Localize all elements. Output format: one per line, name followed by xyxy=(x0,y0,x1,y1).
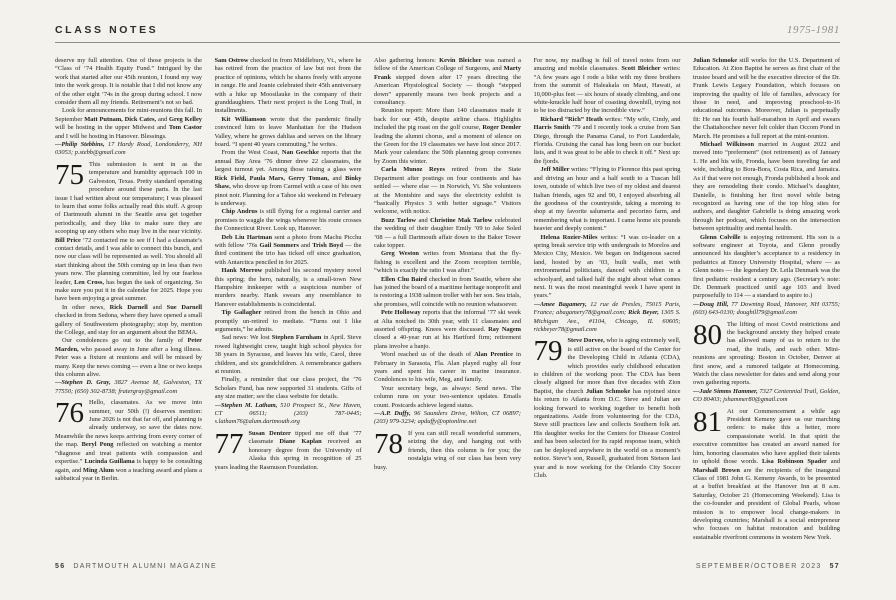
footer-left xyxy=(55,563,217,570)
page-header xyxy=(55,24,840,43)
paragraph: Pete Holloway reports that the informal ’77 ski week at Alta notched its 30th year, with 11 classmates and assorted offspring. Knees were discussed. Ray Nagem closed a 40-year run at his Hartford firm; retirement plans involve a banjo. xyxy=(374,309,521,350)
paragraph: Buzz Tarlow and Christine Mak Tarlow celebrated the wedding of their daughter Emily ’09 to Jake Soled ’08 — a full Dartmouth affair down to the Baker Tower cake topper. xyxy=(374,216,521,249)
page-footer xyxy=(55,563,840,570)
paragraph: Sam Ostrow checked in from Middlebury, Vt., where he has retired from the practice of law but not from the practice of opinions, which he shares freely with anyone in range. He and Joanie celebrated their 45th anniversary with a hike up Moosilauke in the company of their granddaughters. Their next project is the Long Trail, in installments. xyxy=(214,57,362,115)
class-year-numeral: 79 xyxy=(533,335,563,368)
paragraph: Greg Weston writes from Montana that the fly-fishing is excellent and the Zoom reception terrible, “which is exactly the ratio I was after.” xyxy=(374,250,521,275)
text-column xyxy=(693,57,840,541)
footer-right xyxy=(696,563,840,570)
class-year-numeral: 75 xyxy=(55,158,84,191)
paragraph: Sad news: We lost Stephen Farnham in April. Steve rowed lightweight crew, taught high school physics for 38 years in Syracuse, and leaves his wife, Carol, three children, and six grandchildren. A remembrance gathers at reunion. xyxy=(214,334,362,376)
paragraph: Carla Munoz Reyes retired from the State Department after postings on four continents and has settled — where else — in Norwich, Vt. She volunteers at the Montshire and says the electricity exhibit is “basically Physics 3 with better signage.” Visitors welcome, with notice. xyxy=(374,166,521,216)
magazine-name: DARTMOUTH ALUMNI MAGAZINE xyxy=(73,563,217,570)
class-secretary-line: —Doug Hill, 77 Downing Road, Hanover, NH 03755; (603) 643-0130; doughill79@gmail.com xyxy=(693,300,840,317)
paragraph: Look for announcements for mini-reunions this fall. In September Matt Putnam, Dick Cates, and Greg Kelley will be hosting in the upper Midwest and Tom Castor and I will be hosting in Hanover. Blessings. xyxy=(55,107,202,140)
class-year-numeral: 77 xyxy=(214,427,244,460)
page-number-left: 56 xyxy=(55,563,66,570)
paragraph: Finally, a reminder that our class project, the ’76 Scholars Fund, has now supported 31 students. Gifts of any size matter; see the class website for details. xyxy=(214,376,362,401)
class-secretary-line: —Stephen M. Latham, 510 Prospect St., New Haven, CT 06511; (203) 787-0445; s.latham76@alum.dartmouth.org xyxy=(214,401,362,426)
paragraph: Hank Morrow published his second mystery novel this spring; the hero, naturally, is a small-town New Hampshire innkeeper with a suspicious number of murders nearby. Hank swears any resemblance to Hanover establishments is coincidental. xyxy=(214,267,362,308)
paragraph: Richard “Rich” Heath writes: “My wife, Cindy, and Harris Smith ’79 and I recently took a cruise from San Diego, through the Panama Canal, to Fort Lauderdale, Florida. Cruising the canal has long been on our bucket lists, and it was great to be able to check it off.” Next up: the fjords. xyxy=(533,115,681,165)
paragraph: Julian Schmoke still works for the U.S. Department of Education. At Zion Baptist he serves as first chair of the trustee board and will be the executive director of the Dr. Frank Lewis Legacy Foundation, which focuses on improving the quality of life of families, advocacy for those in need, and improving preschool-to-16 educational outcomes. Moreover, Julian is perpetually fit: He ran his fourth half-marathon in April and swears the Chattahoochee never felt colder than Occom Pond in March. He promises a full report at the mini-reunion. xyxy=(693,57,840,140)
paragraph: Jeff Miller writes: “Flying to Florence this past spring and driving an hour and a half south to a Tuscan hill town, outside of which live two of my oldest and dearest Italian friends, ages 92 and 90, I enjoyed absorbing all the goodness of the countryside, taking a morning to shop at my favorite salumeria and pecorino farm, and remembering what is important. I came home six pounds heavier and deeply content.” xyxy=(533,166,681,233)
paragraph: Ellen Chu Baird checked in from Seattle, where she has joined the board of a maritime heritage nonprofit and is restoring a 1938 salmon troller with her son. Sea trials, she promises, will coincide with no reunion whatsoever. xyxy=(374,275,521,308)
text-column xyxy=(374,57,521,541)
page-number-right: 57 xyxy=(829,563,840,570)
paragraph: Also gathering honors: Kevin Bleicher was named a fellow of the American College of Surgeons, and Marty Frank stepped down after 17 years directing the American Physiological Society — though “stepped down” apparently means two book projects and a consultancy. xyxy=(374,57,521,107)
class-section-start: 80 The lifting of most Covid restrictions and the background anxiety they helped create has allowed many of us to return to the road, the trails, and each other. Mini-reunions are sprouting: Boston in October, Denver at first snow, and a rumored tailgate at Homecoming. Watch the class newsletter for dates and send along your own gathering reports. xyxy=(693,318,840,387)
paragraph: Chip Andrus is still flying for a regional carrier and promises to waggle the wings whenever his route crosses the Connecticut River. Look up, Hanover. xyxy=(214,208,362,233)
class-section-start: 77 Susan Dentzer tipped me off that ’77 classmate Diane Kaplan received an honorary degree from the University of Alaska this spring in recognition of 25 years leading the Rasmuson Foundation. xyxy=(214,427,362,471)
class-secretary-line: —Stephen D. Gray, 3827 Avenue M, Galveston, TX 77550; (650) 302-8738; fratergray@gmail.com xyxy=(55,379,202,395)
paragraph: Deb Liu Hartman sent a photo from Machu Picchu with fellow ’76s Gail Sommers and Trish Boyd — the third continent the trio has ticked off since graduation, with Antarctica penciled in for 2025. xyxy=(214,233,362,266)
class-section-start: 76 Hello, classmates. As we move into summer, our 50th (!) deserves mention: June 2026 is not that far off, and planning is already underway, so save the dates now. Meanwhile the news keeps arriving from every corner of the map. Beryl Pong reflected on watching a mentor “diagnose and treat patients with compassion and expertise.” Lucinda Guillama is happy to be consulting again, and Ming Alum won a teaching award and plans a sabbatical year in Berlin. xyxy=(55,397,202,482)
paragraph: From the West Coast, Nan Geschke reports that the annual Bay Area ’76 dinner drew 22 classmates, the largest turnout yet. Among those raising a glass were Rick Field, Paula Mars, Gerry Toman, and Binky Shaw, who drove up from Carmel with a case of his own pinot noir. Planning for a Tahoe ski weekend in February is underway. xyxy=(214,149,362,207)
text-column xyxy=(55,57,202,541)
paragraph: Your secretary begs, as always: Send news. The column runs on your two-sentence updates. Emails count. Postcards achieve legend status. xyxy=(374,384,521,409)
class-secretary-line: —Jade Simms Hammer, 7327 Centennial Trail, Golden, CO 80403; jshammer80@gmail.com xyxy=(693,387,840,404)
class-section-start: 78 If you can still recall wonderful summers, seizing the day, and hanging out with friends, then this column is for you; the nostalgia wing of our class has been very busy. xyxy=(374,427,521,471)
class-notes-columns xyxy=(55,57,840,541)
paragraph: For now, my mailbag is full of travel notes from our amazing and mobile classmates. Scott Bleicher writes: “A few years ago I rode a bike with my three brothers from the summit of Haleakala on Maui, Hawaii, at 10,000-plus feet — six hours of steady climbing, and one white-knuckle half hour of coasting downhill, trying not to be too distracted by the incredible view.” xyxy=(533,57,681,115)
paragraph: Michael Wilkinson married in August 2022 and moved into “preferment” (not retirement) as of January 1. He and his wife, Fronda, have been traveling far and wide, including to Bora-Bora, Costa Rica, and Jamaica. As if that were not enough, Fronda published a book and they are remodeling their condo. Michael’s daughter, Danielle, is finishing her first novel while being recognized as having one of the top blog sites for authors, and daughter Gabrielle is doing amazing work through her podcast, which focuses on the intersection between spirituality and mental health. xyxy=(693,141,840,233)
section-title: CLASS NOTES xyxy=(55,24,159,36)
text-column xyxy=(534,57,681,541)
class-secretary-line: —Amee Bagamery, 12 rue de Presles, 75015 Paris, France; abagamery78@gmail.com; Rick Beyer, 1305 S. Michigan Ave., #1104, Chicago, IL 60605; rickbeyer78@gmail.com xyxy=(533,300,681,333)
paragraph: Glenn Colville is enjoying retirement. His son is a software engineer at Toyota, and Glenn proudly announced his daughter’s acceptance to a residency in pediatrics at Emory University Hospital, where — as Glenn notes — the legendary Dr. Leila Denmark was the first pediatric resident a century ago. (Secretary’s note: Dr. Denmark practiced until age 103 and lived purposefully to 114 — a standard to aspire to.) xyxy=(693,233,840,300)
paragraph: Kit Williamson wrote that the pandemic finally convinced him to leave Manhattan for the Hudson Valley, where he grows dahlias and serves on the library board. “I spent 40 years commuting,” he writes. xyxy=(214,115,362,149)
text-column xyxy=(215,57,362,541)
paragraph: Word reached us of the death of Alan Prentice in February in Sarasota, Fla. Alan played rugby all four years and spent his career in marine insurance. Condolences to his wife, Meg, and family. xyxy=(374,351,521,384)
paragraph: deserve my full attention. One of those projects is the “Class of ’74 Health Equity Fund.” Intrigued by the work that started after our 45th reunion, I found my way into the work group. It is notable that I did not know any of the other eight ’74s in the group during school. I now consider them all my friends. Retirement’s not so bad. xyxy=(55,57,202,107)
class-year-numeral: 78 xyxy=(374,427,403,460)
paragraph: Tip Gallagher retired from the bench in Ohio and promptly un-retired to mediate. “Turns out I like arguments,” he admits. xyxy=(214,309,362,333)
class-years-range: 1975-1981 xyxy=(786,24,840,36)
class-year-numeral: 76 xyxy=(55,397,84,430)
class-year-numeral: 80 xyxy=(693,318,722,351)
class-secretary-line: —A.P. Duffy, 96 Saunders Drive, Wilton, CT 06897; (203) 979-3234; apduffy@optonline.net xyxy=(374,410,521,426)
paragraph: Our condolences go out to the family of Peter Marden, who passed away in June after a long illness. Peter was a fixture at reunions and will be missed by many. Keep the news coming — even a line or two keeps this column alive. xyxy=(55,337,202,379)
class-year-numeral: 81 xyxy=(693,405,722,438)
class-section-start: 79 Steve Dorvee, who is aging extremely well, is still active on the board of the Center for the Developing Child in Atlanta (CDA), which provides early childhood education to children of the working poor. The CDA has been closely aligned for more than five decades with Zion Baptist, the church Julian Schmoke has rejoined since his return to Atlanta from D.C. Steve and Julian are looking forward to working together to benefit both organizations. Aside from volunteering for the CDA, Steve still practices law and collects Southern folk art. His daughter works for the Centers for Disease Control and has been selected for its rapid response team, which can be deployed anywhere in the world on a moment’s notice. Steve’s son, Russell, graduated from Stetson last year and is now working for the Orlando City Soccer Club. xyxy=(533,335,681,479)
class-secretary-line: —Philip Stebbins, 17 Hardy Road, Londonderry, NH 03053; p.stebb@gmail.com xyxy=(55,141,202,157)
issue-date: SEPTEMBER/OCTOBER 2023 xyxy=(695,563,822,570)
paragraph: In other news, Rick Darnell and Sue Darnell checked in from Sedona, where they have opened a small gallery of Southwestern photography; stop by, mention the College, and stay for an argument about the BEMA. xyxy=(55,303,202,336)
paragraph: Reunion report: More than 140 classmates made it back for our 45th, despite airline chaos. Highlights included the pig roast on the golf course, Roger Demler leading the alumni chorus, and a moment of silence on the Green for the 19 classmates we have lost since 2017. Mark your calendars: the 50th planning group convenes by Zoom this winter. xyxy=(374,107,521,165)
class-section-start: 81 At our Commencement a while ago President Kemeny gave us our marching orders: to make this a better, more compassionate world. In that spirit the executive committee has created an award named for him, honoring classmates who have applied their talents to uphold those words. Lisa Robinson Spader and Marshall Brown are the recipients of the inaugural Class of 1981 John G. Kemeny Awards, to be presented at a buffet breakfast at the Hanover Inn at 8 a.m. Saturday, October 21 (Homecoming Weekend). Lisa is the co-founder and president of Global Pearls, whose mission is to empower local change-makers in developing countries; Marshall is a social entrepreneur who focuses on habitat restoration and building sustainable riverfront commons in western New York. xyxy=(693,405,840,541)
paragraph: Helena Rozier-Miles writes: “I was co-leader on a spring break service trip with undergrads to Morelos and Mexico City, Mexico. We began on Indigenous sacred land, hosted by an ’03, built walls, met with environmental politicians, danced with children in a schoolyard, and talked half the night about what comes next. It was the most meaningful week I have spent in years.” xyxy=(533,233,681,300)
class-section-start: 75 This submission is sent in as the temperature and humidity approach 100 in Galveston, Texas. Pretty standard operating procedure around these parts. In the last issue I had written about our temperature; I was pleased to learn that some folks actually read this stuff. A group of Dartmouth alumni in the Seattle area get together periodically, and they like to make sure they are scooping up any others who may live in the near vicinity. Bill Price ’72 contacted me to see if I had a classmate’s contact details, and I was able to connect this bunch, and now our class will be represented as well. You should all start thinking about the 50th coming up in less than two years now. The planning committee, led by our fearless leader, Len Cross, has begun the task of organizing. So make sure you put it in the calendar for 2025. Hope you have been enjoying a great summer. xyxy=(55,158,202,303)
